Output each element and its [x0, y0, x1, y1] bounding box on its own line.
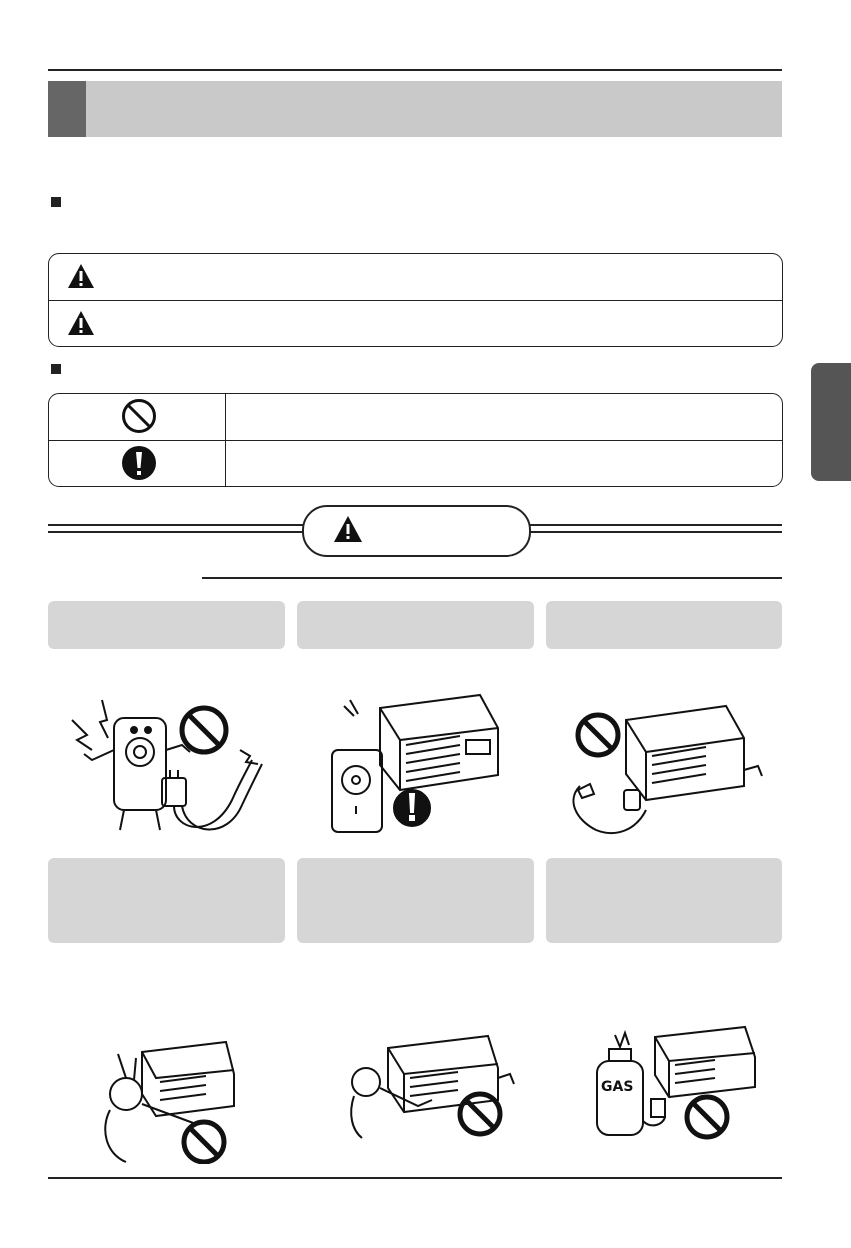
banner-rule-right-top — [526, 524, 782, 526]
section-bullet — [51, 364, 61, 374]
prohibition-icon — [121, 398, 157, 434]
section-title-tab — [48, 81, 86, 137]
banner-rule-right-bottom — [526, 531, 782, 533]
unit-outlet-illustration — [330, 690, 505, 855]
warning-banner — [302, 505, 531, 557]
symbol-legend-column-divider — [225, 394, 226, 486]
person-hand-unit-illustration — [348, 1034, 518, 1139]
outlet-plug-sparks-illustration — [62, 690, 272, 850]
signal-word-box — [48, 253, 783, 347]
chapter-side-tab — [811, 363, 851, 481]
warning-triangle-icon — [67, 263, 95, 289]
section-bullet — [51, 197, 61, 207]
caution-card — [297, 858, 534, 943]
caution-card — [48, 601, 285, 649]
gas-cylinder-unit-illustration — [585, 1025, 765, 1140]
signal-word-divider — [49, 300, 782, 301]
warning-triangle-icon — [333, 515, 363, 543]
mandatory-exclamation-icon — [120, 444, 158, 482]
subsection-rule — [202, 577, 782, 579]
caution-card — [48, 858, 285, 943]
person-unit-illustration — [96, 1034, 246, 1164]
caution-card — [546, 601, 782, 649]
banner-rule-left-top — [48, 524, 304, 526]
unit-plug-damage-illustration — [566, 690, 766, 840]
top-rule — [48, 69, 782, 71]
caution-card — [297, 601, 534, 649]
bottom-rule — [48, 1177, 782, 1179]
gas-cylinder-label: GAS — [601, 1079, 634, 1095]
caution-card — [546, 858, 782, 943]
symbol-legend-divider — [49, 440, 782, 441]
section-title-bar — [48, 81, 782, 137]
banner-rule-left-bottom — [48, 531, 304, 533]
warning-triangle-icon — [67, 310, 95, 336]
symbol-legend-box — [48, 393, 783, 487]
